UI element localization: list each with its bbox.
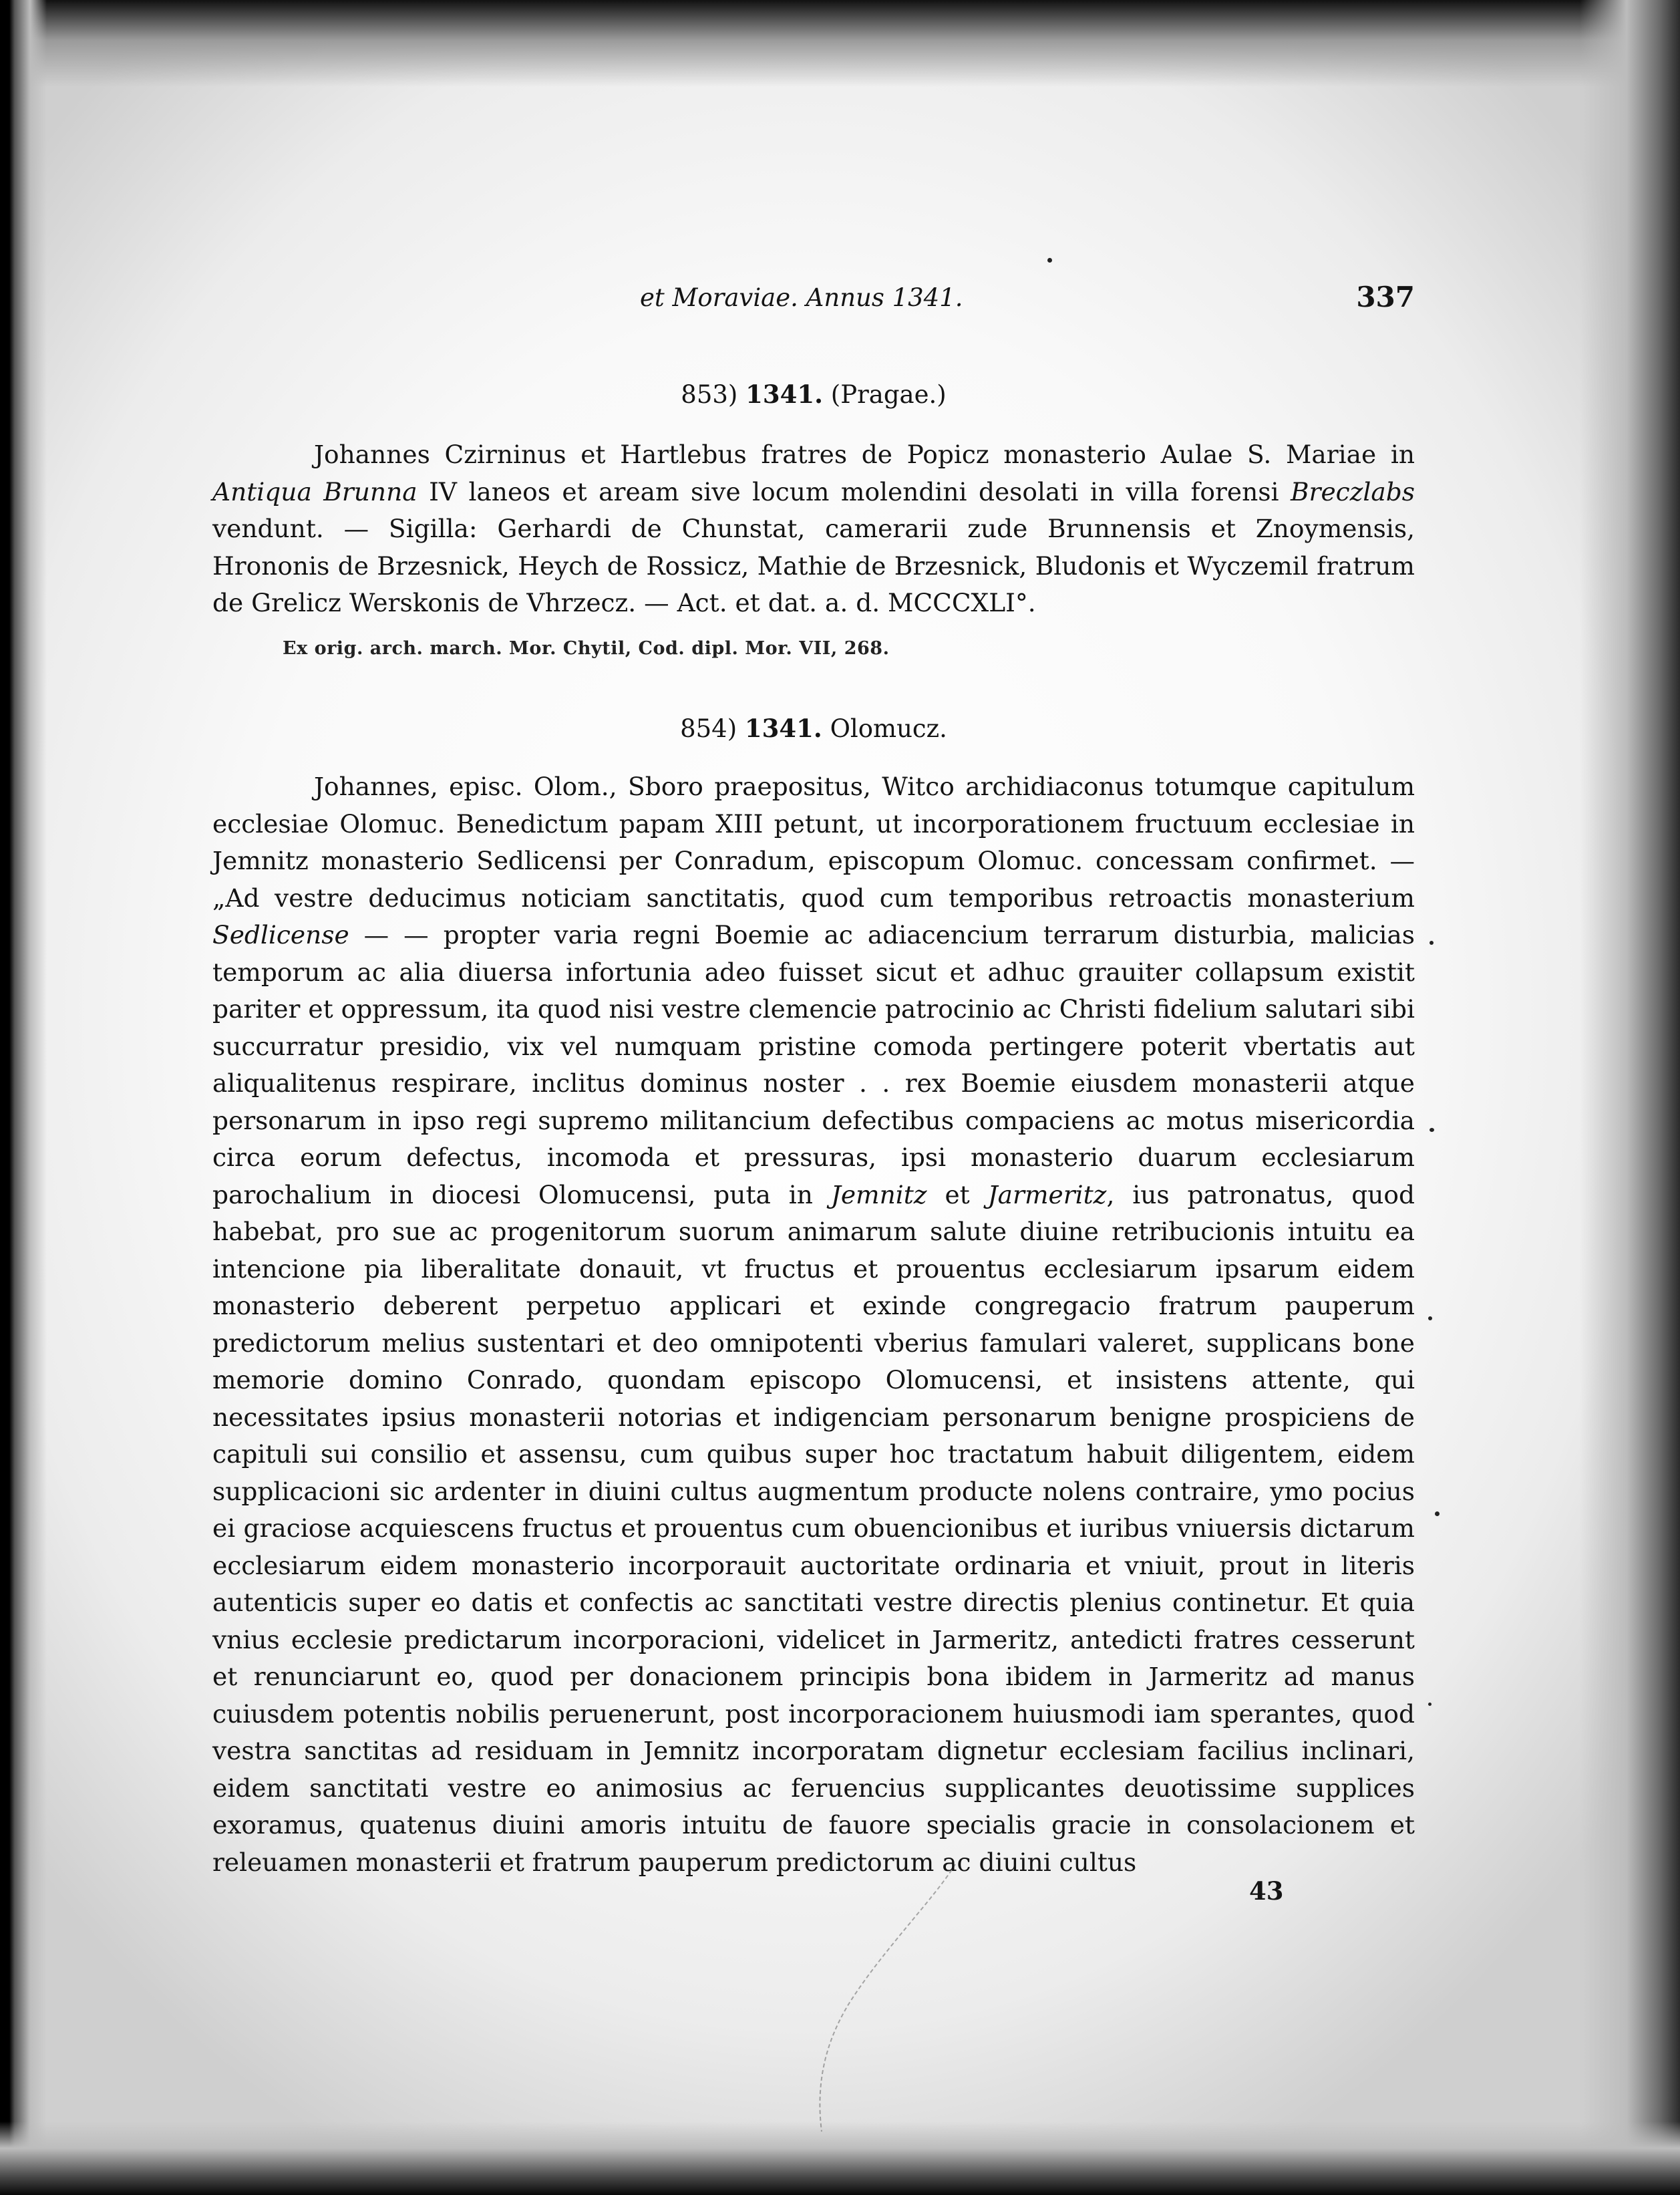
signature-mark: 43 — [1249, 1876, 1284, 1906]
entry-number: 853) — [681, 380, 738, 409]
scan-shadow-left — [0, 0, 47, 2195]
scan-shadow-right — [1580, 0, 1680, 2195]
scan-shadow-top — [0, 0, 1680, 87]
dust-speck — [1430, 941, 1434, 945]
entry-place: (Pragae.) — [830, 380, 947, 409]
dust-speck — [1435, 1511, 1440, 1516]
entry-853-source: Ex orig. arch. march. Mor. Chytil, Cod. dipl. Mor. VII, 268. — [283, 638, 890, 659]
place-name-italic: Antiqua Brunna — [212, 476, 417, 506]
pencil-mark — [802, 1858, 975, 2138]
running-head — [212, 283, 1415, 323]
entry-853-heading — [212, 380, 1415, 409]
running-head-title: et Moraviae. Annus 1341. — [640, 283, 963, 312]
entry-853-text: Johannes Czirninus et Hartlebus fratres de Popicz monasterio Aulae S. Mariae in Antiqua Brunna IV laneos et aream sive locum molendini desolati in villa forensi Breczlabs vendunt. — Sigilla: Gerhardi de Chunstat, camerarii zude Brunnensis et Znoymensis, Hrononis de Brzesnick, Heych de Rossicz, Mathie de Brzesnick, Bludonis et Wyczemil fratrum de Grelicz Werskonis de Vhrzecz. — Act. et dat. a. d. MCCCXLI°. — [212, 440, 1415, 617]
entry-854-heading — [212, 714, 1415, 743]
place-name-italic: Jarmeritz — [987, 1179, 1107, 1209]
dust-speck — [1428, 1703, 1432, 1706]
dust-speck — [1428, 1316, 1432, 1320]
entry-year: 1341. — [744, 714, 822, 743]
dust-speck — [1047, 258, 1052, 263]
place-name-italic: Sedlicense — [212, 920, 349, 949]
page-number: 337 — [1356, 281, 1415, 313]
dust-speck — [1430, 1128, 1434, 1132]
entry-number: 854) — [680, 714, 737, 743]
entry-year: 1341. — [745, 380, 823, 409]
entry-place: Olomucz. — [830, 714, 947, 743]
place-name-italic: Jemnitz — [830, 1179, 927, 1209]
place-name-italic: Breczlabs — [1290, 476, 1415, 506]
entry-854-text: Johannes, episc. Olom., Sboro praepositus, Witco archidiaconus totumque capitulum ecclesiae Olomuc. Benedictum papam XIII petunt, ut incorporationem fructuum ecclesiae in Jemnitz monasterio Sedlicensi per Conradum, episcopum Olomuc. concessam confirmet. — „Ad vestre deducimus noticiam sanctitatis, quod cum temporibus retroactis monasterium Sedlicense — — propter varia regni Boemie ac adiacencium terrarum disturbia, malicias temporum ac alia diuersa infortunia adeo fuisset sicut et adhuc grauiter collapsum existit pariter et oppressum, ita quod nisi vestre clemencie patrocinio ac Christi fidelium salutari sibi succurratur presidio, vix vel numquam pristine comoda pertingere poterit vbertatis aut aliqualitenus respirare, inclitus dominus noster . . rex Boemie eiusdem monasterii atque personarum in ipso regi supremo militancium defectibus compaciens ac motus misericordia circa eorum defectus, incomoda et pressuras, ipsi monasterio duarum ecclesiarum parochalium in diocesi Olomucensi, puta in Jemnitz et Jarmeritz, ius patronatus, quod habebat, pro sue ac progenitorum suorum animarum salute diuine retribucionis intuitu ea intencione pia liberalitate donauit, vt fructus et prouentus ecclesiarum ipsarum eidem monasterio deberent perpetuo applicari et exinde congregacio fratrum pauperum predictorum melius sustentari et deo omnipotenti vberius famulari valeret, supplicans bone memorie domino Conrado, quondam episcopo Olomucensi, et insistens attente, qui necessitates ipsius monasterii notorias et indigenciam personarum benigne prospiciens de capituli sui consilio et assensu, cum quibus super hoc tractatum habuit diligentem, eidem supplicacioni sic ardenter in diuini cultus augmentum producte nolens contraire, ymo pocius ei graciose acquiescens fructus et prouentus cum obuencionibus et iuribus vniuersis dictarum ecclesiarum eidem monasterio incorporauit auctoritate ordinaria et vniuit, prout in literis autenticis super eo datis et confectis ac sanctitati vestre directis plenius continetur. Et quia vnius ecclesie predictarum incorporacioni, videlicet in Jarmeritz, antedicti fratres cesserunt et renunciarunt eo, quod per donacionem principis bona ibidem in Jarmeritz ad manus cuiusdem potentis nobilis peruenerunt, post incorporacionem huiusmodi iam sperantes, quod vestra sanctitas ad residuam in Jemnitz incorporatam dignetur ecclesiam facilius inclinari, eidem sanctitati vestre eo animosius ac feruencius supplicantes deuotissime supplices exoramus, quatenus diuini amoris intuitu de fauore specialis gracie in consolacionem et releuamen monasterii et fratrum pauperum predictorum ac diuini cultus — [212, 772, 1415, 1877]
